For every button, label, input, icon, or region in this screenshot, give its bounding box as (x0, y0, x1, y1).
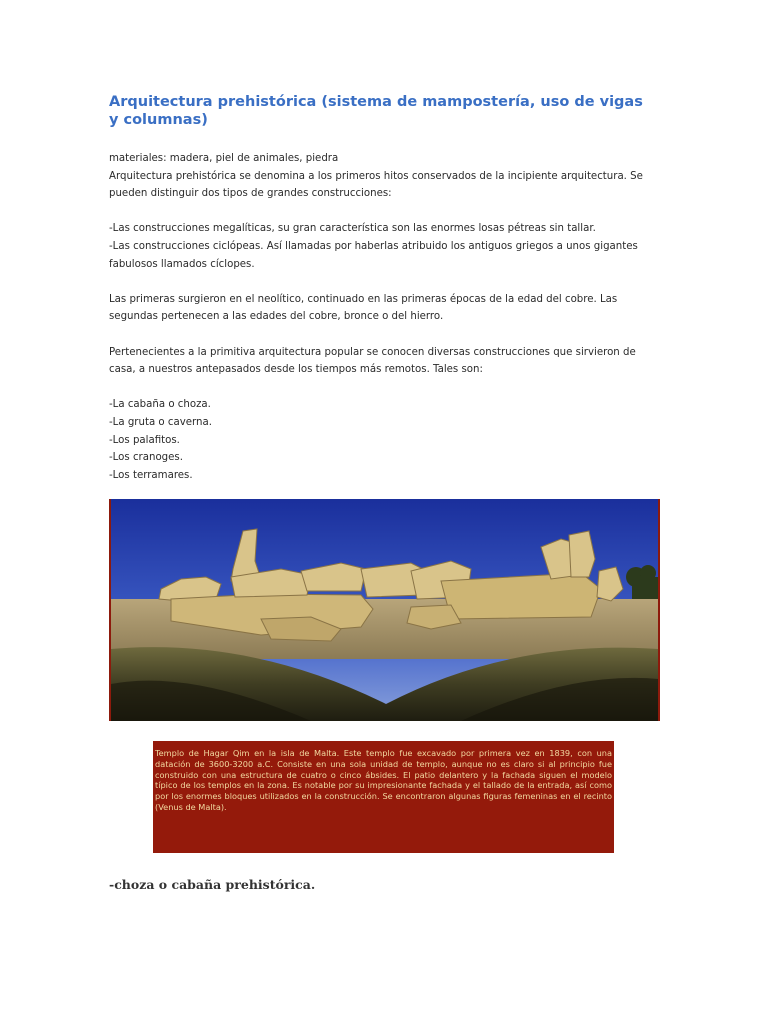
dwellings-paragraph: Pertenecientes a la primitiva arquitectura popular se conocen diversas construcciones que sirvieron de casa, a nuestros antepasados desde los tiempos más remotos. Tales son: (109, 346, 636, 376)
section-subheading: -choza o cabaña prehistórica. (109, 877, 316, 892)
temple-photo (109, 499, 660, 721)
figure-caption-box (153, 741, 614, 853)
cyclopean-paragraph: -Las construcciones ciclópeas. Así llamadas por haberlas atribuido los antiguos griegos a unos gigantes fabulosos llamados cíclopes. (109, 240, 638, 270)
megalithic-paragraph: -Las construcciones megalíticas, su gran característica son las enormes losas pétreas sin tallar. (109, 223, 596, 235)
body-text (109, 150, 659, 484)
figure-caption: Templo de Hagar Qim en la isla de Malta. Este templo fue excavado por primera vez en 1839, con una datación de 3600-3200 a.C. Consiste en una sola unidad de templo, aunque no es claro si al principio fue construido con una estructura de cuatro o cinco ábsides. El patio delantero y la fachada siguen el modelo típico de los templos en la zona. Es notable por su impresionante fachada y el tallado de la entrada, así como por los enormes bloques utilizados en la construcción. Se encontraron algunas figuras femeninas en el recinto (Venus de Malta). (155, 748, 612, 812)
periods-paragraph: Las primeras surgieron en el neolítico, continuado en las primeras épocas de la edad del cobre. Las segundas pertenecen a las edades del cobre, bronce o del hierro. (109, 293, 618, 323)
materials-line: materiales: madera, piel de animales, piedra (109, 153, 339, 164)
intro-paragraph: Arquitectura prehistórica se denomina a los primeros hitos conservados de la incipiente arquitectura. Se pueden distinguir dos tipos de grandes construcciones: (109, 170, 643, 200)
list-item: -Los palafitos. (109, 434, 180, 446)
list-item: -La gruta o caverna. (109, 416, 212, 428)
list-item: -Los terramares. (109, 469, 193, 481)
list-item: -Los cranoges. (109, 452, 183, 464)
page-title: Arquitectura prehistórica (sistema de mampostería, uso de vigas y columnas) (109, 94, 643, 128)
list-item: -La cabaña o choza. (109, 399, 211, 411)
